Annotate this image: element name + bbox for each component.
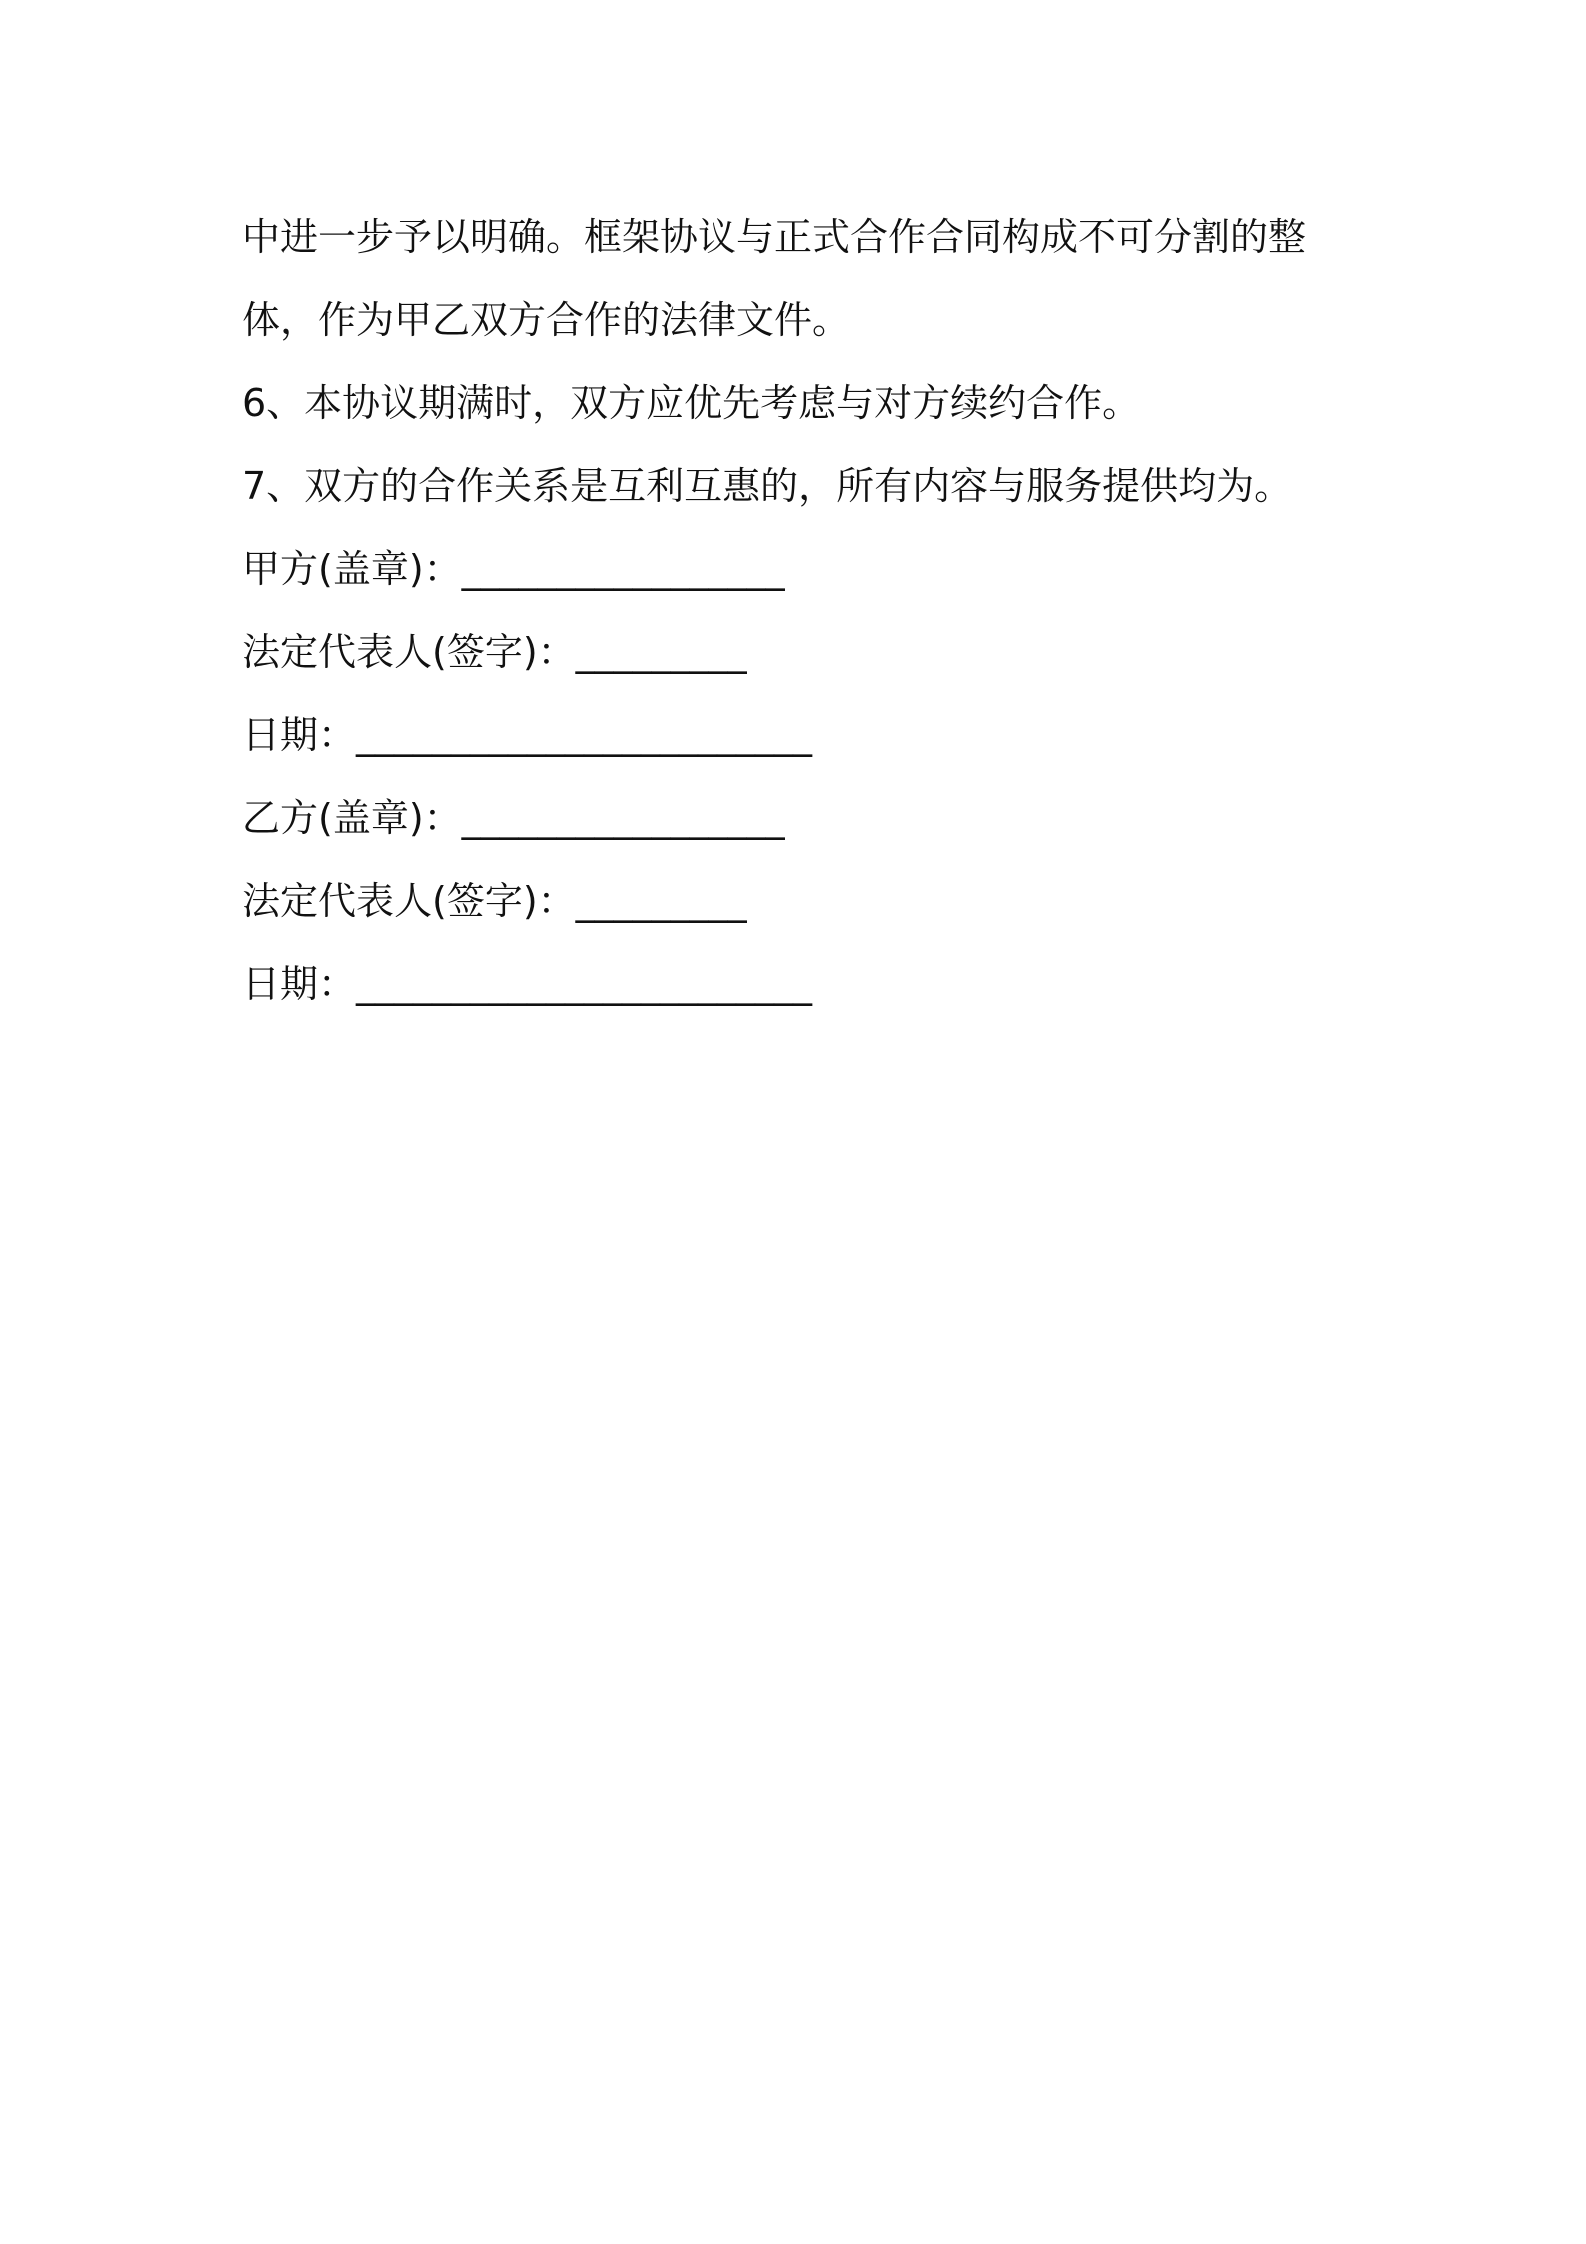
party-a-signature-block bbox=[242, 528, 1362, 777]
paragraph-continuation: 中进一步予以明确。框架协议与正式合作合同构成不可分割的整体，作为甲乙双方合作的法律文件。 bbox=[242, 215, 1307, 342]
party-a-representative-line: 法定代表人(签字)：_________ bbox=[242, 630, 747, 674]
clause-6: 6、本协议期满时，双方应优先考虑与对方续约合作。 bbox=[242, 381, 1141, 425]
party-b-signature-block bbox=[242, 777, 1362, 1026]
party-a-date-line: 日期：________________________ bbox=[242, 713, 813, 757]
party-b-seal-line: 乙方(盖章)：_________________ bbox=[242, 796, 785, 840]
document-body bbox=[242, 196, 1362, 1026]
party-a-seal-line: 甲方(盖章)：_________________ bbox=[242, 547, 785, 591]
clause-7: 7、双方的合作关系是互利互惠的，所有内容与服务提供均为。 bbox=[242, 464, 1293, 508]
party-b-representative-line: 法定代表人(签字)：_________ bbox=[242, 879, 747, 923]
party-b-date-line: 日期：________________________ bbox=[242, 962, 813, 1006]
